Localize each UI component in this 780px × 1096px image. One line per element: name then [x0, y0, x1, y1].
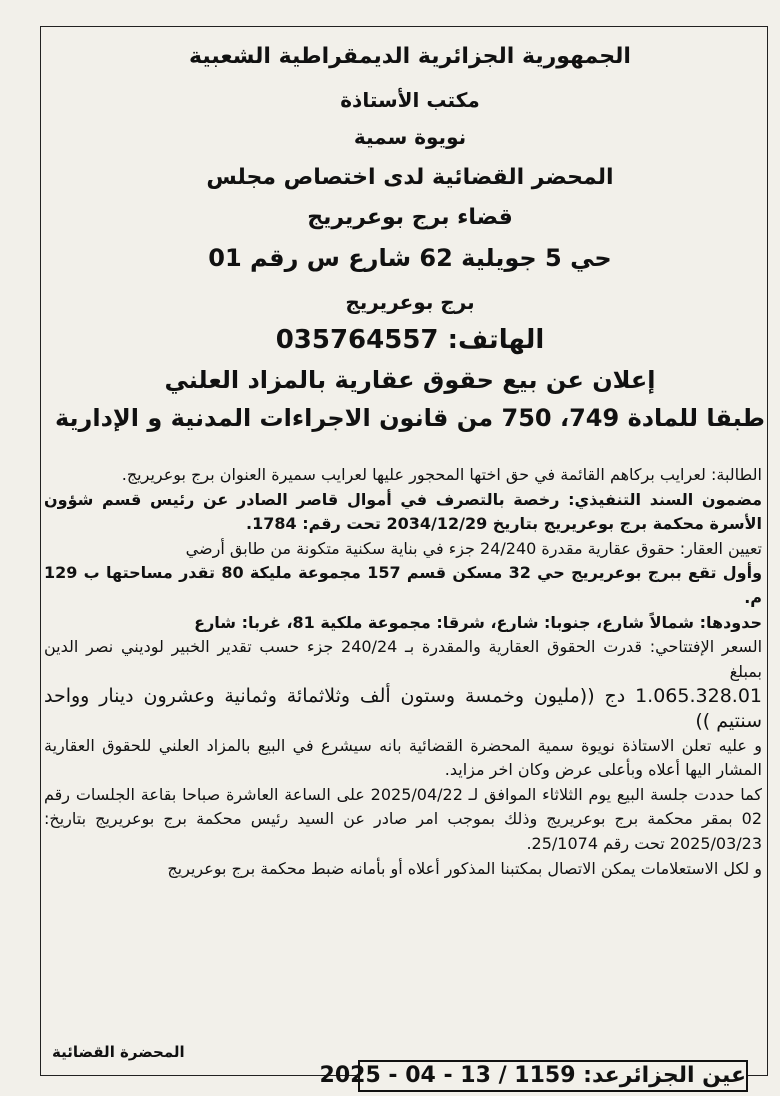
announcement-body [44, 463, 762, 881]
inquiries-paragraph: و لكل الاستعلامات يمكن الاتصال بمكتبنا المذكور أعلاه أو بأمانه ضبط محكمة برج بوعريريج [167, 858, 762, 878]
property-line-1: تعيين العقار: حقوق عقارية مقدرة 24/240 جزء في بناية سكنية متكونة من طابق أرضي [185, 538, 762, 558]
executive-title-paragraph: مضمون السند التنفيذي: رخصة بالتصرف في أموال قاصر الصادر عن رئيس قسم شؤون الأسرة محكمة برج بوعريريج بتاريخ 2034/12/29 تحت رقم: 1784. [44, 489, 762, 534]
court-officer-title: المحضر القضائية لدى اختصاص مجلس [206, 165, 614, 190]
office-heading: مكتب الأستاذة [340, 88, 480, 112]
amount-paragraph: 1.065.328.01 دج ((مليون وخمسة وستون ألف وثلاثمائة وثمانية وعشرون دينار وواحد سنتيم )) [44, 685, 762, 732]
bailiff-name: نويوة سمية [353, 125, 467, 149]
opening-price-paragraph: السعر الإفتتاحي: قدرت الحقوق العقارية والمقدرة بـ 240/24 جزء حسب تقدير الخبير لوديني نصر الدين بمبلغ [44, 637, 763, 681]
announcement-title: إعلان عن بيع حقوق عقارية بالمزاد العلني [164, 366, 656, 394]
property-line-2: وأول تقع ببرج بوعريريج حي 32 مسكن قسم 157 مجموعة مليكة 80 تقدر مساحتها ب 129 م. [44, 563, 763, 607]
office-city: برج بوعريريج [345, 290, 475, 314]
announcement-paragraph: و عليه تعلن الاستاذة نويوة سمية المحضرة القضائية بانه سيشرع في البيع بالمزاد العلني للحقوق العقارية المشار اليها أعلاه وبأعلى عرض وكان اخر مزايد. [44, 735, 762, 780]
signature: المحضرة القضائية [52, 1043, 185, 1061]
republic-heading: الجمهورية الجزائرية الديمقراطية الشعبية [189, 44, 631, 69]
office-address: حي 5 جويلية 62 شارع س رقم 01 [208, 244, 612, 272]
legal-basis: طبقا للمادة 749، 750 من قانون الاجراءات المدنية و الإدارية [54, 404, 766, 432]
claimant-paragraph: الطالبة: لعرايب بركاهم القائمة في حق اختها المحجور عليها لعرايب سميرة العنوان برج بوعريريج. [121, 465, 762, 484]
boundaries-paragraph: حدودها: شمالاً شارع، جنوبا: شارع، شرقا: مجموعة ملكية 81، غربا: شارع [194, 612, 762, 632]
session-paragraph: كما حددت جلسة البيع يوم الثلاثاء الموافق لـ 2025/04/22 على الساعة العاشرة صباحا بقاعة الجلسات رقم 02 بمقر محكمة برج بوعريريج وذلك بموجب امر صادر عن السيد رئيس محكمة برج بوعريريج بتاريخ: 2025/03/23 تحت رقم 25/1074. [44, 784, 762, 853]
office-phone: الهاتف: 035764557 [275, 325, 545, 355]
jurisdiction: قضاء برج بوعريريج [307, 205, 513, 230]
publication-reference: عين الجزائرعد: 1159 / 13 - 04 - 2025 [358, 1060, 748, 1092]
